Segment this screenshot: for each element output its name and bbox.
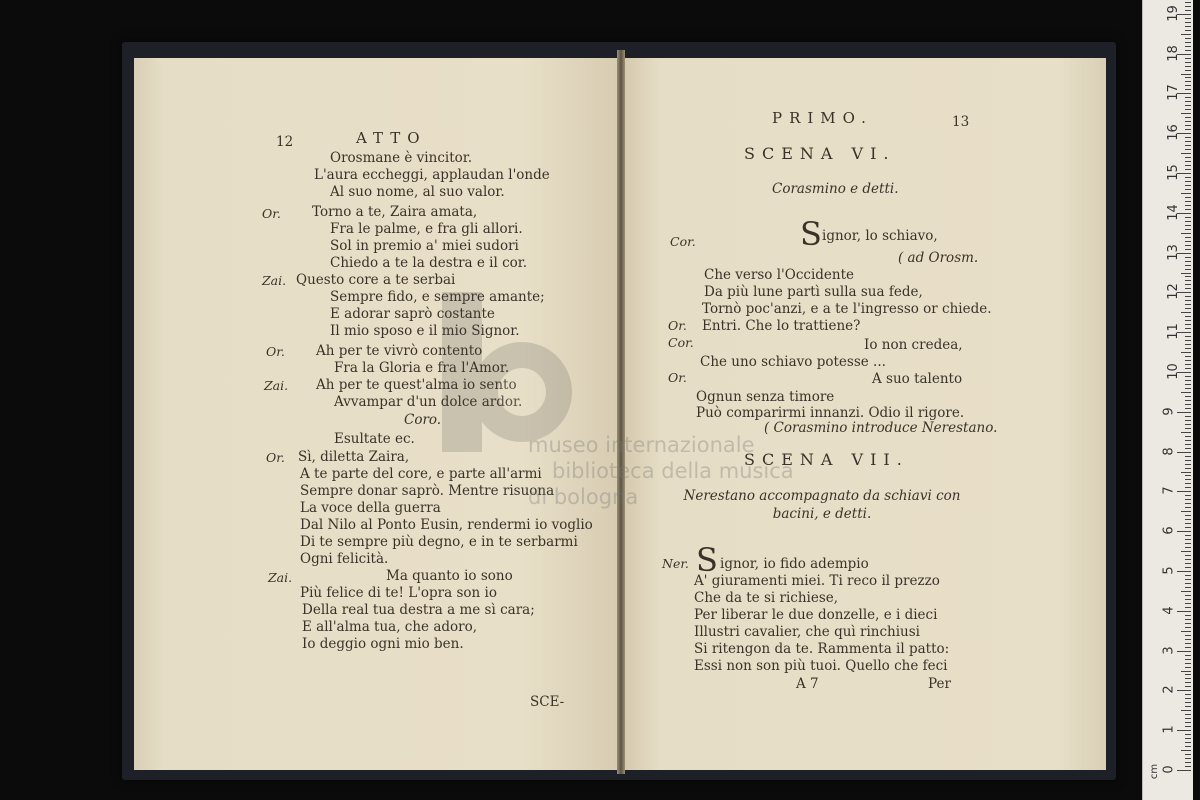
ruler-tick [1185,615,1191,616]
ruler-tick [1185,276,1191,277]
ruler-tick [1185,404,1191,405]
ruler-tick [1185,169,1191,170]
text-line: La voce della guerra [300,500,441,516]
text-line: Sì, diletta Zaira, [298,449,410,465]
text-line: Si ritengon da te. Rammenta il patto: [694,641,950,657]
speaker-label: Ner. [662,556,689,571]
ruler-tick [1185,257,1191,258]
ruler-tick [1185,38,1191,39]
ruler-tick [1177,452,1191,453]
ruler-tick [1181,551,1191,552]
left-page-number: 12 [276,134,294,150]
ruler-tick [1185,428,1191,429]
ruler-tick [1185,58,1191,59]
text-line: Tornò poc'anzi, e a te l'ingresso or chiede. [702,301,992,317]
text-line: Al suo nome, al suo valor. [330,184,505,200]
ruler-tick [1185,85,1191,86]
right-page-number: 13 [952,114,970,130]
ruler-tick [1177,651,1191,652]
ruler-tick [1181,193,1191,194]
ruler-tick [1185,81,1191,82]
ruler-tick [1185,121,1191,122]
ruler-tick [1185,384,1191,385]
ruler-tick [1181,432,1191,433]
ruler-tick [1185,663,1191,664]
ruler-tick [1185,165,1191,166]
ruler-number: 2 [1161,685,1177,695]
text-line: Coro. [404,412,442,428]
ruler-tick [1185,444,1191,445]
ruler-tick [1185,416,1191,417]
ruler-tick [1177,491,1191,492]
ruler-tick [1185,10,1191,11]
text-line: ignor, lo schiavo, [822,228,938,244]
ruler-tick [1177,412,1191,413]
text-line: Che da te si richiese, [694,590,839,606]
ruler-tick [1185,137,1191,138]
ruler-number: 13 [1165,243,1181,261]
ruler-tick [1185,734,1191,735]
ruler-tick [1185,619,1191,620]
text-line: Che uno schiavo potesse ... [700,354,886,370]
text-line: Da più lune partì sulla sua fede, [704,284,923,300]
text-line: Della real tua destra a me sì cara; [302,602,535,618]
text-line: Orosmane è vincitor. [330,150,473,166]
ruler-tick [1185,603,1191,604]
speaker-label: Zai. [268,570,293,585]
ruler-tick [1185,2,1191,3]
ruler-tick [1185,348,1191,349]
ruler-tick [1185,265,1191,266]
ruler-tick [1181,153,1191,154]
ruler-tick [1185,746,1191,747]
ruler-tick [1185,738,1191,739]
ruler-number: 12 [1165,283,1181,301]
ruler-tick [1185,189,1191,190]
ruler-number: 14 [1165,204,1181,221]
speaker-label: Zai. [262,273,287,288]
ruler-tick [1181,273,1191,274]
ruler-tick [1185,42,1191,43]
ruler-tick [1181,631,1191,632]
ruler-tick [1181,750,1191,751]
ruler-tick [1185,261,1191,262]
ruler-unit: cm [1149,763,1161,780]
ruler-tick [1185,448,1191,449]
ruler-tick [1185,559,1191,560]
ruler-tick [1185,682,1191,683]
ruler-tick [1185,157,1191,158]
ruler-tick [1185,217,1191,218]
ruler-tick [1185,328,1191,329]
ruler-tick [1177,611,1191,612]
ruler-tick [1185,149,1191,150]
ruler-number: 5 [1161,566,1177,575]
text-line: Esultate ec. [334,431,415,447]
right-running-head: PRIMO. [772,109,873,127]
ruler-tick [1185,197,1191,198]
ruler-tick [1185,555,1191,556]
ruler-tick [1185,483,1191,484]
ruler-tick [1185,468,1191,469]
ruler-tick [1185,380,1191,381]
ruler-tick [1177,571,1191,572]
ruler-tick [1185,722,1191,723]
ruler-tick [1185,205,1191,206]
text-line: Avvampar d'un dolce ardor. [334,394,523,410]
text-line: Ognun senza timore [696,389,835,405]
text-line: Ogni felicità. [300,551,389,567]
ruler-tick [1185,396,1191,397]
ruler-tick [1185,117,1191,118]
ruler-tick [1185,368,1191,369]
left-catchword: SCE- [530,694,565,710]
ruler-tick [1185,706,1191,707]
ruler-tick [1185,50,1191,51]
text-line: Ah per te quest'alma io sento [316,377,517,393]
ruler-tick [1185,408,1191,409]
ruler-tick [1185,742,1191,743]
ruler-tick [1185,324,1191,325]
text-line: Il mio sposo e il mio Signor. [330,323,520,339]
ruler-tick [1181,591,1191,592]
ruler-tick [1185,503,1191,504]
ruler-tick [1185,229,1191,230]
ruler-tick [1185,356,1191,357]
ruler-tick [1185,678,1191,679]
ruler-tick [1181,74,1191,75]
ruler-tick [1185,105,1191,106]
ruler-tick [1185,583,1191,584]
ruler-tick [1185,280,1191,281]
text-line: ( Corasmino introduce Nerestano. [764,420,998,436]
speaker-label: Cor. [668,335,694,350]
scene-6-heading: SCENA VI. [744,144,896,163]
scene-7-stage-direction: Nerestano accompagnato da schiavi con bacini, e detti. [683,488,961,522]
ruler-tick [1185,221,1191,222]
ruler-tick [1185,364,1191,365]
speaker-label: Zai. [264,378,289,393]
ruler-tick [1185,754,1191,755]
ruler-tick [1185,766,1191,767]
ruler-tick [1181,352,1191,353]
ruler-tick [1185,659,1191,660]
text-line: Sempre fido, e sempre amante; [330,289,545,305]
speaker-label: Or. [668,370,687,385]
ruler-tick [1185,495,1191,496]
ruler-tick [1185,129,1191,130]
ruler-tick [1185,567,1191,568]
ruler-tick [1185,241,1191,242]
ruler-tick [1185,344,1191,345]
ruler-tick [1185,527,1191,528]
ruler-tick [1181,34,1191,35]
ruler-tick [1185,579,1191,580]
ruler-tick [1185,539,1191,540]
ruler-number: 8 [1161,446,1177,456]
text-line: Fra le palme, e fra gli allori. [330,221,523,237]
signature-mark: A 7 [796,676,819,692]
ruler-tick [1185,479,1191,480]
ruler-tick [1185,667,1191,668]
text-line: Ah per te vivrò contento [316,343,483,359]
text-line: Questo core a te serbai [296,272,456,288]
text-line: Fra la Gloria e fra l'Amor. [334,360,510,376]
ruler-tick [1185,26,1191,27]
ruler-tick [1181,312,1191,313]
ruler-tick [1185,575,1191,576]
ruler-tick [1185,535,1191,536]
ruler-tick [1185,245,1191,246]
ruler-tick [1185,623,1191,624]
text-line: Può comparirmi innanzi. Odio il rigore. [696,405,965,421]
ruler-tick [1185,300,1191,301]
ruler-tick [1185,288,1191,289]
ruler-tick [1181,233,1191,234]
ruler-tick [1185,89,1191,90]
ruler-tick [1185,308,1191,309]
scene-6-stage-direction: Corasmino e detti. [772,181,899,197]
text-line: Dal Nilo al Ponto Eusin, rendermi io voglio [300,517,593,533]
ruler-tick [1185,758,1191,759]
text-line: Sempre donar saprò. Mentre risuona [300,483,555,499]
ruler-tick [1185,336,1191,337]
right-catchword: Per [928,676,951,692]
ruler-tick [1185,698,1191,699]
ruler-tick [1185,320,1191,321]
scene-7-heading: SCENA VII. [744,450,909,469]
ruler-tick [1177,531,1191,532]
ruler-tick [1185,599,1191,600]
ruler-tick [1185,109,1191,110]
drop-cap: S [800,215,822,253]
ruler-tick [1185,376,1191,377]
ruler-tick [1185,519,1191,520]
ruler-tick [1185,18,1191,19]
text-line: Che verso l'Occidente [704,267,854,283]
text-line: Più felice di te! L'opra son io [300,585,497,601]
speaker-label: Or. [668,318,687,333]
text-line: E adorar saprò costante [330,306,495,322]
ruler-tick [1185,460,1191,461]
text-line: Sol in premio a' miei sudori [330,238,519,254]
ruler-number: 1 [1161,725,1177,734]
ruler-tick [1185,420,1191,421]
ruler-number: 6 [1161,526,1177,535]
ruler-tick [1185,269,1191,270]
text-line: Illustri cavalier, che quì rinchiusi [694,624,920,640]
ruler-tick [1185,201,1191,202]
ruler-tick [1185,563,1191,564]
text-line: ( ad Orosm. [898,250,979,266]
ruler-tick [1185,304,1191,305]
text-line: A suo talento [872,371,963,387]
ruler-tick [1185,360,1191,361]
ruler-tick [1185,237,1191,238]
ruler-tick [1185,284,1191,285]
speaker-label: Or. [266,344,285,359]
book-gutter [617,50,625,774]
ruler-number: 19 [1165,5,1181,22]
ruler-tick [1185,101,1191,102]
text-line: Io deggio ogni mio ben. [302,636,464,652]
ruler-tick [1185,440,1191,441]
ruler-number: 17 [1165,84,1181,102]
ruler-tick [1185,209,1191,210]
ruler-tick [1185,487,1191,488]
ruler-tick [1185,340,1191,341]
watermark-line-1: museo internazionale [528,433,755,457]
ruler-number: 15 [1165,164,1181,181]
text-line: A' giuramenti miei. Ti reco il prezzo [694,573,940,589]
watermark-line-3: di bologna [528,485,639,509]
ruler-tick [1185,46,1191,47]
ruler-number: 18 [1165,44,1181,62]
ruler-tick [1185,607,1191,608]
text-line: Chiedo a te la destra e il cor. [330,255,528,271]
speaker-label: Cor. [670,234,696,249]
left-running-head: ATTO [356,129,427,147]
ruler-tick [1185,177,1191,178]
text-line: A te parte del core, e parte all'armi [300,466,542,482]
ruler-tick [1185,30,1191,31]
ruler-tick [1185,507,1191,508]
ruler-tick [1185,635,1191,636]
text-line: Essi non son più tuoi. Quello che feci [694,658,948,674]
ruler-tick [1185,694,1191,695]
ruler-tick [1181,671,1191,672]
ruler-tick [1177,690,1191,691]
ruler-number: 16 [1165,124,1181,141]
ruler-tick [1185,316,1191,317]
ruler-tick [1185,70,1191,71]
ruler-tick [1181,392,1191,393]
ruler-tick [1185,499,1191,500]
ruler-tick [1185,125,1191,126]
ruler-tick [1185,456,1191,457]
ruler-tick [1185,66,1191,67]
ruler-number: 4 [1161,606,1177,615]
ruler-tick [1185,141,1191,142]
ruler-tick [1185,587,1191,588]
ruler-tick [1185,762,1191,763]
ruler-tick [1185,161,1191,162]
ruler-number: 0 [1161,765,1177,774]
speaker-label: Or. [262,206,281,221]
ruler-tick [1181,710,1191,711]
text-line: Ma quanto io sono [386,568,513,584]
text-line: E all'alma tua, che adoro, [302,619,478,635]
ruler-tick [1185,686,1191,687]
ruler-tick [1185,543,1191,544]
text-line: Io non credea, [864,337,963,353]
ruler-tick [1177,770,1191,771]
ruler-tick [1185,523,1191,524]
watermark-line-2: biblioteca della musica [552,459,794,483]
ruler-tick [1185,296,1191,297]
ruler-tick [1185,400,1191,401]
text-line: Torno a te, Zaira amata, [312,204,478,220]
ruler-tick [1185,655,1191,656]
text-line: Per liberar le due donzelle, e i dieci [694,607,938,623]
ruler-tick [1185,185,1191,186]
ruler-tick [1185,647,1191,648]
text-line: Entri. Che lo trattiene? [702,318,861,334]
ruler-tick [1185,249,1191,250]
ruler-tick [1185,702,1191,703]
ruler-number: 10 [1165,363,1181,380]
ruler-tick [1185,627,1191,628]
ruler-tick [1185,62,1191,63]
ruler-number: 11 [1165,323,1181,340]
ruler-tick [1185,714,1191,715]
measurement-ruler [1142,0,1193,800]
ruler-number: 3 [1161,645,1177,655]
ruler-tick [1185,475,1191,476]
speaker-label: Or. [266,450,285,465]
ruler-tick [1185,424,1191,425]
text-line: Di te sempre più degno, e in te serbarmi [300,534,578,550]
ruler-tick [1185,6,1191,7]
ruler-tick [1185,643,1191,644]
ruler-tick [1185,225,1191,226]
text-line: ignor, io fido adempio [720,556,869,572]
ruler-tick [1181,511,1191,512]
ruler-tick [1185,388,1191,389]
ruler-tick [1185,515,1191,516]
ruler-tick [1185,674,1191,675]
ruler-tick [1185,22,1191,23]
ruler-tick [1185,436,1191,437]
ruler-tick [1185,595,1191,596]
ruler-tick [1185,726,1191,727]
drop-cap: S [696,541,718,579]
ruler-tick [1185,639,1191,640]
ruler-tick [1185,77,1191,78]
ruler-tick [1185,718,1191,719]
ruler-number: 9 [1161,407,1177,416]
museum-logo-watermark [442,292,572,452]
ruler-number: 7 [1161,486,1177,496]
ruler-tick [1185,97,1191,98]
ruler-tick [1181,472,1191,473]
ruler-tick [1185,464,1191,465]
ruler-tick [1185,547,1191,548]
ruler-tick [1185,145,1191,146]
ruler-tick [1177,730,1191,731]
ruler-tick [1181,113,1191,114]
text-line: L'aura eccheggi, applaudan l'onde [314,167,550,183]
ruler-tick [1185,181,1191,182]
